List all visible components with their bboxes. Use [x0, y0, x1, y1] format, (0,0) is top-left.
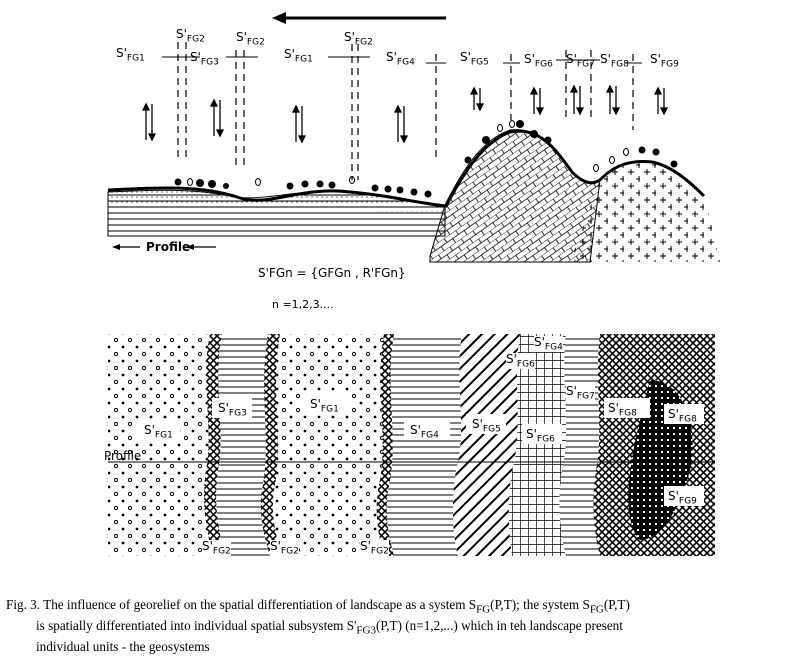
label-fg7: $S'_{FG7}$: [566, 52, 595, 70]
label-fg9: $S'_{FG9}$: [650, 52, 679, 70]
label-fg6: $S'_{FG6}$: [524, 52, 553, 70]
map-label-fg2a: $S'_{FG2}$: [202, 539, 231, 557]
map-label-fg1b: $S'_{FG1}$: [310, 397, 339, 415]
label-fg4: $S'_{FG4}$: [386, 50, 415, 68]
process-arrows: [143, 86, 667, 142]
figure-caption: [6, 597, 796, 656]
map-label-fg8: $S'_{FG8}$: [608, 401, 637, 419]
label-fg1-left: $S'_{FG1}$: [116, 46, 145, 64]
profile-label-top: Profile: [146, 240, 191, 254]
map-label-fg7: $S'_{FG7}$: [566, 384, 595, 402]
label-fg5: $S'_{FG5}$: [460, 50, 489, 68]
map-label-fg6b: $S'_{FG6}$: [506, 352, 535, 370]
map-label-fg3: $S'_{FG3}$: [218, 401, 247, 419]
label-fg1-mid: $S'_{FG1}$: [284, 47, 313, 65]
landscape-map: [108, 334, 715, 556]
map-label-fg9: $S'_{FG9}$: [668, 489, 697, 507]
map-label-fg4b: $S'_{FG4}$: [534, 335, 563, 353]
map-label-fg6: $S'_{FG6}$: [526, 427, 555, 445]
map-label-fg5: $S'_{FG5}$: [472, 417, 501, 435]
direction-arrow: [272, 12, 446, 24]
map-label-fg2b: $S'_{FG2}$: [270, 539, 299, 557]
map-label-fg8b: $S'_{FG8}$: [668, 407, 697, 425]
caption-line-2: is spatially differentiated into individual spatial subsystem $S'_{FG3}(P,T)$ (n=1,2,...) which in teh landscape present: [36, 618, 623, 637]
caption-line-1: Fig. 3. The influence of georelief on the spatial differentiation of landscape as a system $S_{FG}(P,T)$; the system $S_{FG}(P,T)$: [6, 597, 630, 616]
cross-section: [108, 120, 720, 262]
label-fg2-second: $S'_{FG2}$: [236, 30, 265, 48]
map-label-fg2c: $S'_{FG2}$: [360, 539, 389, 557]
formula-n: n =1,2,3....: [272, 298, 334, 311]
map-label-fg1: $S'_{FG1}$: [144, 423, 173, 441]
map-label-fg4: $S'_{FG4}$: [410, 423, 439, 441]
label-fg8: $S'_{FG8}$: [600, 52, 629, 70]
profile-label-map: Profile: [104, 449, 142, 463]
label-fg2-third: $S'_{FG2}$: [344, 30, 373, 48]
formula-main: S'FGn = {GFGn , R'FGn}: [258, 266, 406, 280]
label-fg3: $S'_{FG3}$: [190, 50, 219, 68]
caption-line-3: individual units - the geosystems: [36, 639, 210, 655]
label-fg2-first: $S'_{FG2}$: [176, 27, 205, 45]
